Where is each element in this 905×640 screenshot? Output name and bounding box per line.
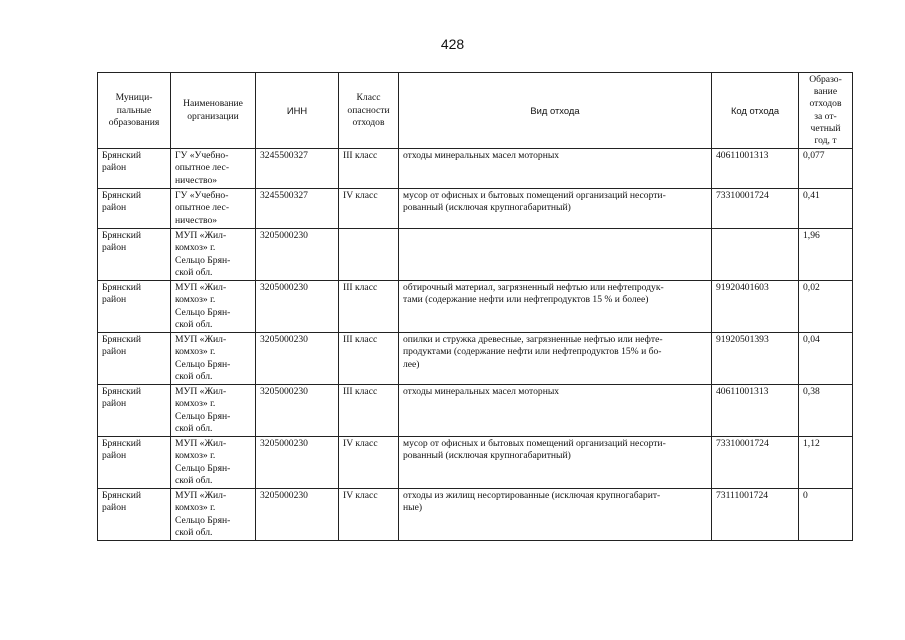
cell-waste-amount: 0,41 [799,189,853,229]
cell-hazard-class: IV класс [339,189,399,229]
cell-waste-type: отходы из жилищ несортированные (исключая крупногабарит- ные) [399,489,712,541]
cell-hazard-class: III класс [339,333,399,385]
cell-waste-type: отходы минеральных масел моторных [399,385,712,437]
cell-municipality: Брянский район [98,385,171,437]
cell-municipality: Брянский район [98,149,171,189]
header-hazard-class: Класс опасности отходов [339,73,399,149]
cell-municipality: Брянский район [98,189,171,229]
table-row [98,229,853,281]
cell-organization: ГУ «Учебно- опытное лес- ничество» [171,189,256,229]
cell-waste-code: 73111001724 [712,489,799,541]
table-row [98,149,853,189]
header-waste-code: Код отхода [712,73,799,149]
cell-waste-amount: 0,04 [799,333,853,385]
cell-waste-type: отходы минеральных масел моторных [399,149,712,189]
cell-inn: 3205000230 [256,281,339,333]
cell-hazard-class: III класс [339,385,399,437]
cell-waste-type [399,229,712,281]
cell-waste-code: 73310001724 [712,189,799,229]
header-inn: ИНН [256,73,339,149]
cell-hazard-class: IV класс [339,437,399,489]
table-row [98,437,853,489]
header-waste-amount: Образо- вание отходов за от- четный год, т [799,73,853,149]
cell-waste-code: 91920501393 [712,333,799,385]
cell-hazard-class [339,229,399,281]
cell-hazard-class: III класс [339,149,399,189]
cell-organization: МУП «Жил- комхоз» г. Сельцо Брян- ской обл. [171,489,256,541]
table-body [98,149,853,541]
cell-waste-type: обтирочный материал, загрязненный нефтью или нефтепродук- тами (содержание нефти или нефтепродуктов 15 % и более) [399,281,712,333]
cell-inn: 3205000230 [256,489,339,541]
cell-inn: 3205000230 [256,229,339,281]
cell-municipality: Брянский район [98,333,171,385]
cell-waste-amount: 0 [799,489,853,541]
cell-waste-type: опилки и стружка древесные, загрязненные нефтью или нефте- продуктами (содержание нефти или нефтепродуктов 15% и бо- лее) [399,333,712,385]
cell-waste-amount: 1,12 [799,437,853,489]
table-row [98,385,853,437]
cell-municipality: Брянский район [98,489,171,541]
cell-hazard-class: IV класс [339,489,399,541]
cell-organization: МУП «Жил- комхоз» г. Сельцо Брян- ской обл. [171,385,256,437]
cell-waste-amount: 0,077 [799,149,853,189]
cell-waste-type: мусор от офисных и бытовых помещений организаций несорти- рованный (исключая крупногабаритный) [399,189,712,229]
header-municipality: Муници- пальные образования [98,73,171,149]
cell-municipality: Брянский район [98,437,171,489]
table-header-row [98,73,853,149]
cell-municipality: Брянский район [98,281,171,333]
cell-waste-code: 40611001313 [712,149,799,189]
table-row [98,189,853,229]
cell-waste-amount: 0,02 [799,281,853,333]
header-organization: Наименование организации [171,73,256,149]
table-row [98,333,853,385]
cell-inn: 3245500327 [256,149,339,189]
cell-inn: 3205000230 [256,437,339,489]
cell-organization: МУП «Жил- комхоз» г. Сельцо Брян- ской обл. [171,437,256,489]
header-waste-type: Вид отхода [399,73,712,149]
cell-hazard-class: III класс [339,281,399,333]
cell-organization: МУП «Жил- комхоз» г. Сельцо Брян- ской обл. [171,281,256,333]
cell-waste-code: 73310001724 [712,437,799,489]
table-row [98,281,853,333]
waste-table [97,72,853,541]
cell-waste-amount: 0,38 [799,385,853,437]
cell-waste-code: 40611001313 [712,385,799,437]
page-number: 428 [440,36,465,52]
table-row [98,489,853,541]
cell-organization: МУП «Жил- комхоз» г. Сельцо Брян- ской обл. [171,333,256,385]
cell-organization: ГУ «Учебно- опытное лес- ничество» [171,149,256,189]
cell-municipality: Брянский район [98,229,171,281]
cell-inn: 3205000230 [256,385,339,437]
cell-organization: МУП «Жил- комхоз» г. Сельцо Брян- ской обл. [171,229,256,281]
cell-waste-code: 91920401603 [712,281,799,333]
cell-waste-amount: 1,96 [799,229,853,281]
cell-inn: 3245500327 [256,189,339,229]
cell-waste-code [712,229,799,281]
cell-waste-type: мусор от офисных и бытовых помещений организаций несорти- рованный (исключая крупногабаритный) [399,437,712,489]
cell-inn: 3205000230 [256,333,339,385]
